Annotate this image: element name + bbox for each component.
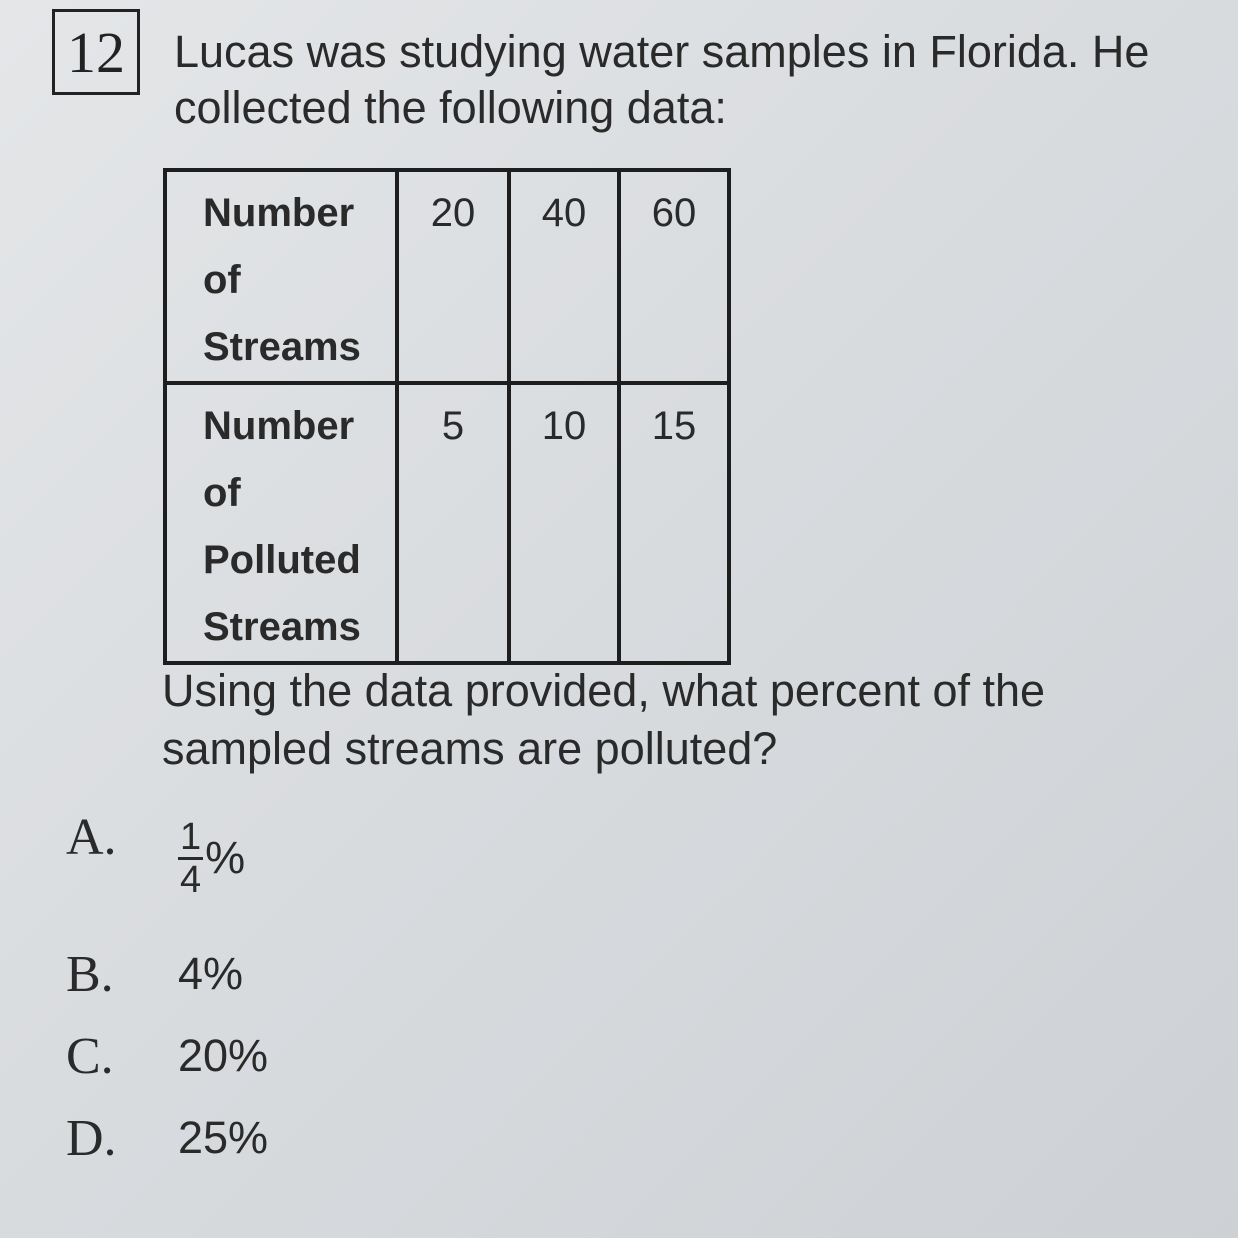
fraction-numerator: 1 bbox=[180, 815, 202, 858]
choice-letter: C. bbox=[66, 1027, 114, 1085]
answer-choice-b[interactable] bbox=[66, 944, 243, 1004]
data-table bbox=[163, 168, 731, 665]
table-row bbox=[165, 383, 729, 663]
question-number-box bbox=[52, 9, 140, 95]
row-header-word: of bbox=[203, 258, 241, 302]
fraction-denominator: 4 bbox=[180, 858, 202, 901]
row-header-word: Number bbox=[203, 404, 355, 448]
row-header-word: Polluted bbox=[203, 538, 361, 582]
percent-sign: % bbox=[205, 832, 246, 883]
question-number: 12 bbox=[67, 19, 125, 85]
table-cell: 5 bbox=[397, 383, 509, 663]
choice-text-fraction bbox=[178, 817, 245, 900]
choice-text: 20% bbox=[178, 1030, 269, 1081]
choice-letter: D. bbox=[66, 1109, 117, 1167]
answer-choice-a[interactable] bbox=[66, 808, 245, 908]
table-cell: 15 bbox=[619, 383, 729, 663]
row-header-word: Number bbox=[203, 191, 355, 235]
answer-choice-c[interactable] bbox=[66, 1026, 268, 1086]
question-prompt: Lucas was studying water samples in Florida. He collected the following data: bbox=[174, 26, 1150, 133]
choice-text: 25% bbox=[178, 1112, 269, 1163]
row-header-polluted-streams bbox=[165, 383, 397, 663]
fraction bbox=[178, 817, 203, 900]
choice-letter: A. bbox=[66, 809, 117, 866]
question-ask: Using the data provided, what percent of the sampled streams are polluted? bbox=[162, 665, 1046, 774]
row-header-streams bbox=[165, 170, 397, 383]
choice-text: 4% bbox=[178, 948, 244, 999]
table-row bbox=[165, 170, 729, 383]
row-header-word: Streams bbox=[203, 605, 361, 649]
row-header-word: Streams bbox=[203, 325, 361, 369]
answer-choice-d[interactable] bbox=[66, 1108, 268, 1168]
table-cell: 40 bbox=[509, 170, 619, 383]
table-cell: 20 bbox=[397, 170, 509, 383]
row-header-word: of bbox=[203, 471, 241, 515]
choice-letter: B. bbox=[66, 945, 114, 1003]
table-cell: 10 bbox=[509, 383, 619, 663]
table-cell: 60 bbox=[619, 170, 729, 383]
